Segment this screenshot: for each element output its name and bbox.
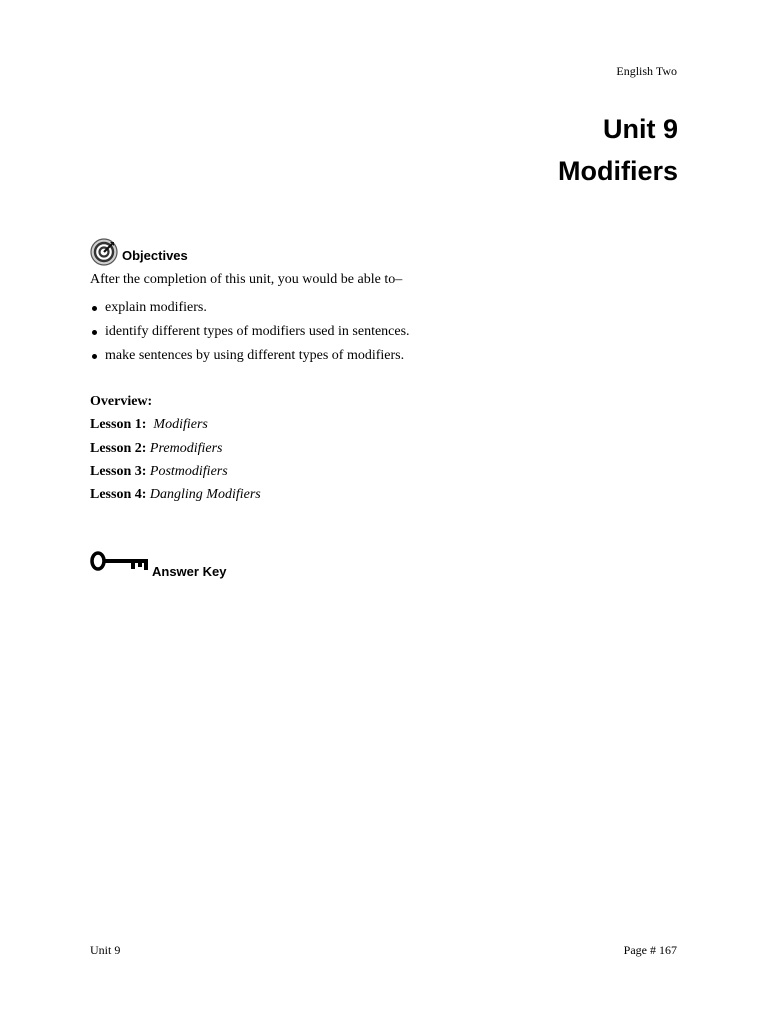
bullet-icon [92, 354, 97, 359]
lesson-item: Lesson 2: Premodifiers [90, 440, 223, 456]
page-number: Page # 167 [623, 943, 677, 957]
course-header: English Two [616, 64, 677, 78]
answer-key-label: Answer Key [152, 564, 227, 579]
objectives-intro: After the completion of this unit, you would be able to– [90, 272, 403, 287]
unit-subtitle: Modifiers [557, 156, 678, 186]
overview-section [90, 390, 261, 506]
list-item: make sentences by using different types of modifiers. [90, 344, 410, 368]
unit-title: Unit 9 [602, 114, 678, 144]
lesson-item: Lesson 1: Modifiers [90, 417, 208, 433]
objectives-list [90, 296, 410, 368]
bullet-icon [92, 306, 97, 311]
key-icon [89, 548, 149, 581]
footer-unit: Unit 9 [90, 943, 121, 957]
objectives-heading [90, 238, 188, 271]
answer-key-heading [89, 548, 226, 581]
overview-heading: Overview: [90, 394, 153, 409]
lesson-item: Lesson 3: Postmodifiers [90, 463, 228, 479]
objectives-label: Objectives [122, 248, 188, 263]
list-item: identify different types of modifiers used in sentences. [90, 320, 410, 344]
bullet-icon [92, 330, 97, 335]
lesson-item: Lesson 4: Dangling Modifiers [90, 487, 261, 503]
target-icon [90, 238, 118, 271]
list-item: explain modifiers. [90, 296, 410, 320]
